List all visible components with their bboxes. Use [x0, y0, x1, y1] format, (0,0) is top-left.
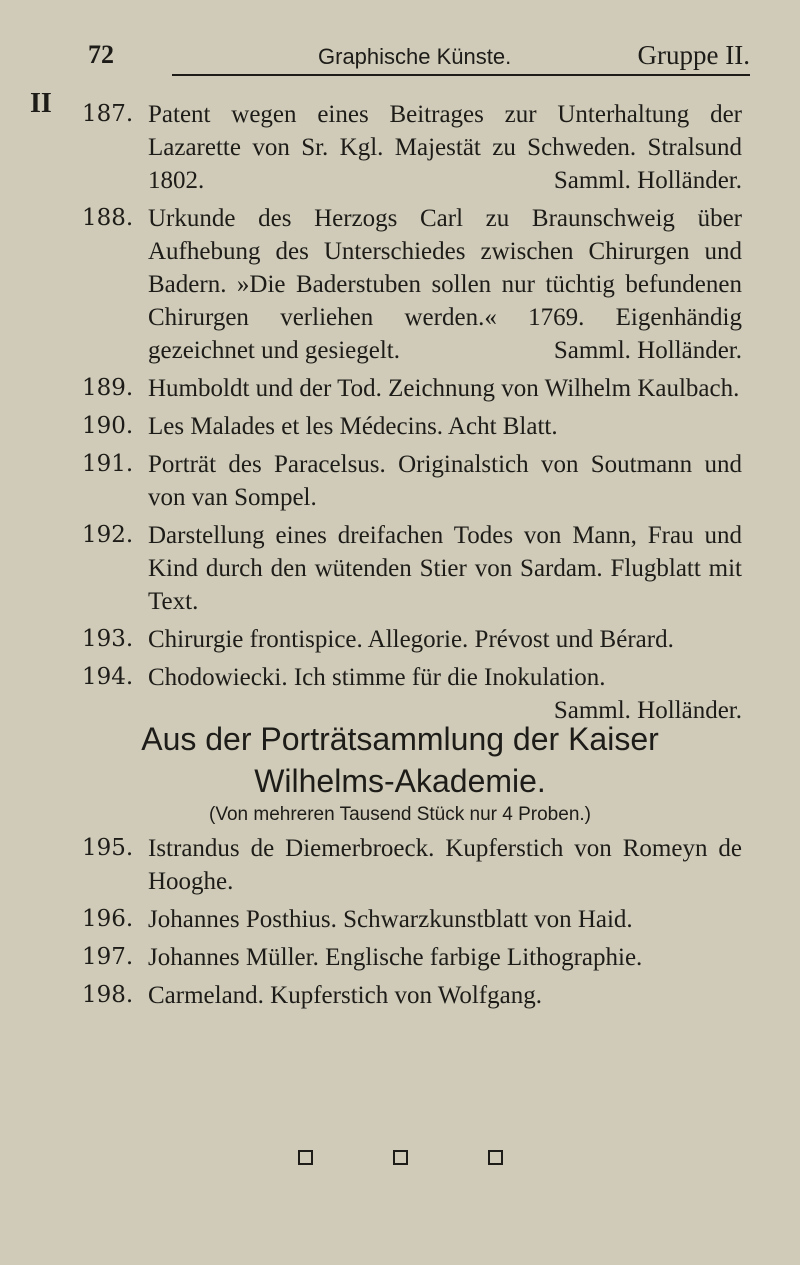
entry-number: 191. [82, 451, 134, 477]
list-item [0, 202, 800, 367]
entry-text: Patent wegen eines Beitrages zur Unterhaltung der Lazarette von Sr. Kgl. Majestät zu Schweden. Stralsund 1802. [148, 101, 742, 194]
entry-number: 194. [82, 664, 134, 690]
list-item [0, 519, 800, 618]
list-item [0, 903, 800, 936]
list-item [0, 941, 800, 974]
list-item [0, 979, 800, 1012]
entry-text: Carmeland. Kupferstich von Wolfgang. [148, 982, 542, 1009]
square-ornament-icon [298, 1150, 313, 1165]
entry-text: Darstellung eines dreifachen Todes von Mann, Frau und Kind durch den wütenden Stier von Sardam. Flugblatt mit Text. [148, 522, 742, 615]
entry-source: Samml. Holländer. [553, 337, 742, 364]
header-rule [172, 74, 750, 76]
entry-text: Humboldt und der Tod. Zeichnung von Wilhelm Kaulbach. [148, 375, 740, 402]
entry-number: 190. [82, 413, 134, 439]
entry-text: Urkunde des Herzogs Carl zu Braunschweig über Aufhebung des Unterschiedes zwischen Chirurgen und Badern. »Die Baderstuben sollen nur tüchtig befundenen Chirurgen verliehen werden.« 1769. Eigenhändig gezeichnet und gesiegelt. [148, 205, 742, 364]
margin-mark: II [30, 88, 52, 119]
square-ornament-icon [393, 1150, 408, 1165]
list-item [0, 410, 800, 443]
entry-text: Johannes Müller. Englische farbige Lithographie. [148, 944, 643, 971]
entry-number: 193. [82, 626, 134, 652]
page-number: 72 [88, 40, 114, 69]
entry-text: Chodowiecki. Ich stimme für die Inokulation. [148, 664, 606, 691]
entry-number: 198. [82, 982, 134, 1008]
entry-text: Porträt des Paracelsus. Originalstich von Soutmann und von van Sompel. [148, 451, 742, 511]
entry-text: Les Malades et les Médecins. Acht Blatt. [148, 413, 558, 440]
entry-number: 192. [82, 522, 134, 548]
list-item [0, 98, 800, 197]
list-item [0, 623, 800, 656]
list-item [0, 832, 800, 898]
end-ornaments [0, 1150, 800, 1170]
page-header [60, 40, 750, 80]
entry-number: 197. [82, 944, 134, 970]
entry-text: Istrandus de Diemerbroeck. Kupferstich von Romeyn de Hooghe. [148, 835, 742, 895]
list-item [0, 448, 800, 514]
entry-number: 189. [82, 375, 134, 401]
entry-source: Samml. Holländer. [553, 697, 742, 724]
running-title: Graphische Künste. [318, 44, 512, 69]
entry-list [0, 98, 800, 732]
entry-source: Samml. Holländer. [553, 167, 742, 194]
entry-number: 196. [82, 906, 134, 932]
entry-text: Johannes Posthius. Schwarzkunstblatt von Haid. [148, 906, 633, 933]
section-title-line-1: Aus der Porträtsammlung der Kaiser [141, 721, 659, 757]
section-subtitle: (Von mehreren Tausend Stück nur 4 Proben.) [209, 804, 591, 825]
list-item [0, 372, 800, 405]
section-heading [0, 718, 800, 802]
square-ornament-icon [488, 1150, 503, 1165]
group-label: Gruppe II. [637, 40, 750, 70]
entry-text: Chirurgie frontispice. Allegorie. Prévost und Bérard. [148, 626, 674, 653]
section-title-line-2: Wilhelms-Akademie. [254, 763, 546, 799]
section-entry-list [0, 832, 800, 1017]
entry-number: 187. [82, 101, 134, 127]
entry-number: 195. [82, 835, 134, 861]
entry-number: 188. [82, 205, 134, 231]
